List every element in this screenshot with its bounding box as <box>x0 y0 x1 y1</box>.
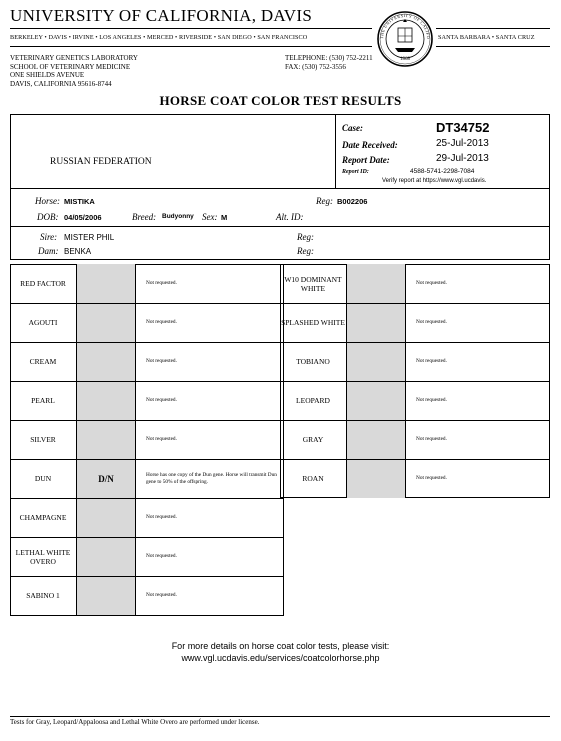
sire-reg-label: Reg: <box>297 232 314 242</box>
test-result <box>76 303 136 342</box>
test-comment: Horse has one copy of the Dun gene. Horse will transmit Dun gene to 50% of the offspring. <box>146 471 277 485</box>
verify-link[interactable]: Verify report at https://www.vgl.ucdavis. <box>382 178 487 184</box>
test-name: SILVER <box>30 435 56 444</box>
row-divider <box>10 459 284 460</box>
test-name: CREAM <box>29 357 57 366</box>
dob-label: DOB: <box>37 212 59 222</box>
test-name: SPLASHED WHITE <box>281 318 345 327</box>
header-rule-bottom <box>10 46 372 47</box>
header-rule-top <box>10 28 372 29</box>
campus-name: DAVIS <box>48 34 68 41</box>
campus-name: BERKELEY <box>10 34 43 41</box>
owner-country: RUSSIAN FEDERATION <box>50 157 152 167</box>
campus-name: SANTA CRUZ <box>495 34 535 41</box>
reg-number: B002206 <box>337 197 368 206</box>
test-name: AGOUTI <box>28 318 58 327</box>
address-line: SCHOOL OF VETERINARY MEDICINE <box>10 62 131 71</box>
test-result <box>346 420 406 459</box>
row-divider <box>10 303 284 304</box>
campus-name: SAN FRANCISCO <box>257 34 308 41</box>
test-name: LETHAL WHITE OVERO <box>15 547 71 566</box>
test-comment: Not requested. <box>146 358 177 364</box>
test-name: RED FACTOR <box>20 279 66 288</box>
campus-name: SANTA BARBARA <box>438 34 491 41</box>
dam-label: Dam: <box>38 246 59 256</box>
test-comment: Not requested. <box>416 436 447 442</box>
test-comment: Not requested. <box>146 319 177 325</box>
breed-label: Breed: <box>132 212 157 222</box>
campus-separator: • <box>490 34 496 41</box>
test-name: PEARL <box>31 396 55 405</box>
row-divider <box>280 303 550 304</box>
dam-name: BENKA <box>64 247 92 256</box>
test-comment: Not requested. <box>416 475 447 481</box>
license-note: Tests for Gray, Leopard/Appaloosa and Lethal White Overo are performed under license. <box>10 718 260 726</box>
test-result: D/N <box>76 459 136 498</box>
row-divider <box>280 381 550 382</box>
test-name: ROAN <box>302 474 324 483</box>
test-result <box>76 264 136 303</box>
row-divider <box>280 342 550 343</box>
owner-case-divider <box>335 114 336 189</box>
test-result <box>346 381 406 420</box>
test-name: TOBIANO <box>296 357 330 366</box>
campus-name: RIVERSIDE <box>178 34 213 41</box>
lab-address <box>10 54 138 88</box>
campus-separator: • <box>173 34 179 41</box>
campus-separator: • <box>67 34 73 41</box>
row-divider <box>10 420 284 421</box>
horse-label: Horse: <box>35 196 60 206</box>
campus-list-right <box>438 34 535 41</box>
row-divider <box>10 381 284 382</box>
test-comment: Not requested. <box>146 592 177 598</box>
test-name: SABINO 1 <box>26 591 60 600</box>
test-result <box>346 459 406 498</box>
row-divider <box>10 498 284 499</box>
horse-name: MISTIKA <box>64 197 95 206</box>
university-name: UNIVERSITY OF CALIFORNIA, DAVIS <box>10 6 313 25</box>
dob-value: 04/05/2006 <box>64 213 102 222</box>
fax: FAX: (530) 752-3556 <box>285 62 346 71</box>
test-comment: Not requested. <box>146 280 177 286</box>
test-comment: Not requested. <box>416 397 447 403</box>
test-result <box>346 342 406 381</box>
sire-label: Sire: <box>40 232 58 242</box>
footer-link[interactable]: www.vgl.ucdavis.edu/services/coatcolorhorse.php <box>181 653 380 663</box>
row-divider <box>10 576 284 577</box>
campus-separator: • <box>93 34 100 41</box>
test-name: LEOPARD <box>296 396 330 405</box>
test-result <box>76 342 136 381</box>
address-line: DAVIS, CALIFORNIA 95616-8744 <box>10 79 112 88</box>
campus-separator: • <box>212 34 218 41</box>
report-id-label: Report ID: <box>342 169 369 175</box>
address-line: ONE SHIELDS AVENUE <box>10 71 85 80</box>
report-id-value: 4588-5741-2298-7084 <box>410 168 475 175</box>
svg-text:THE UNIVERSITY OF CALIFORNIA: THE UNIVERSITY OF CALIFO <box>378 12 432 40</box>
test-comment: Not requested. <box>416 280 447 286</box>
test-result <box>76 498 136 537</box>
report-date-value: 29-Jul-2013 <box>436 153 489 164</box>
svg-text:1868: 1868 <box>400 57 410 62</box>
test-comment: Not requested. <box>146 397 177 403</box>
test-comment: Not requested. <box>146 514 177 520</box>
test-name: GRAY <box>302 435 324 444</box>
campus-name: LOS ANGELES <box>99 34 142 41</box>
report-date-label: Report Date: <box>342 155 390 165</box>
test-comment: Not requested. <box>146 436 177 442</box>
campus-name: IRVINE <box>72 34 94 41</box>
campus-list-left <box>10 34 307 41</box>
document-title: HORSE COAT COLOR TEST RESULTS <box>159 93 402 108</box>
header-rule-bottom-right <box>436 46 550 47</box>
lab-contact <box>285 54 373 71</box>
row-divider <box>280 420 550 421</box>
footer-info <box>0 640 561 664</box>
date-received-value: 25-Jul-2013 <box>436 138 489 149</box>
sex-label: Sex: <box>202 212 218 222</box>
telephone: TELEPHONE: (530) 752-2211 <box>285 54 373 62</box>
test-name: CHAMPAGNE <box>19 513 67 522</box>
reg-label: Reg: <box>316 196 333 206</box>
row-divider <box>10 342 284 343</box>
test-name: DUN <box>34 474 52 483</box>
dam-reg-label: Reg: <box>297 246 314 256</box>
test-comment: Not requested. <box>416 319 447 325</box>
test-result <box>346 303 406 342</box>
footer-line: For more details on horse coat color tests, please visit: <box>171 641 390 651</box>
test-result <box>76 576 136 615</box>
test-result <box>76 420 136 459</box>
test-result <box>346 264 406 303</box>
sire-name: MISTER PHIL <box>64 233 115 242</box>
test-result <box>76 381 136 420</box>
university-seal-icon <box>376 10 434 68</box>
campus-name: SAN DIEGO <box>217 34 252 41</box>
row-divider <box>10 537 284 538</box>
test-result <box>76 537 136 576</box>
case-number: DT34752 <box>436 120 490 135</box>
test-name: W10 DOMINANT WHITE <box>284 274 342 293</box>
campus-separator: • <box>251 34 258 41</box>
campus-separator: • <box>141 34 148 41</box>
campus-name: MERCED <box>147 34 174 41</box>
case-label: Case: <box>342 123 363 133</box>
campus-separator: • <box>42 34 49 41</box>
row-divider <box>280 459 550 460</box>
footer-rule <box>10 716 550 717</box>
breed-value: Budyonny <box>162 213 194 220</box>
test-comment: Not requested. <box>416 358 447 364</box>
date-received-label: Date Received: <box>342 140 398 150</box>
address-line: VETERINARY GENETICS LABORATORY <box>10 54 138 62</box>
test-comment: Not requested. <box>146 553 177 559</box>
alt-id-label: Alt. ID: <box>276 212 304 222</box>
header-rule-top-right <box>436 28 550 29</box>
sex-value: M <box>221 213 228 222</box>
